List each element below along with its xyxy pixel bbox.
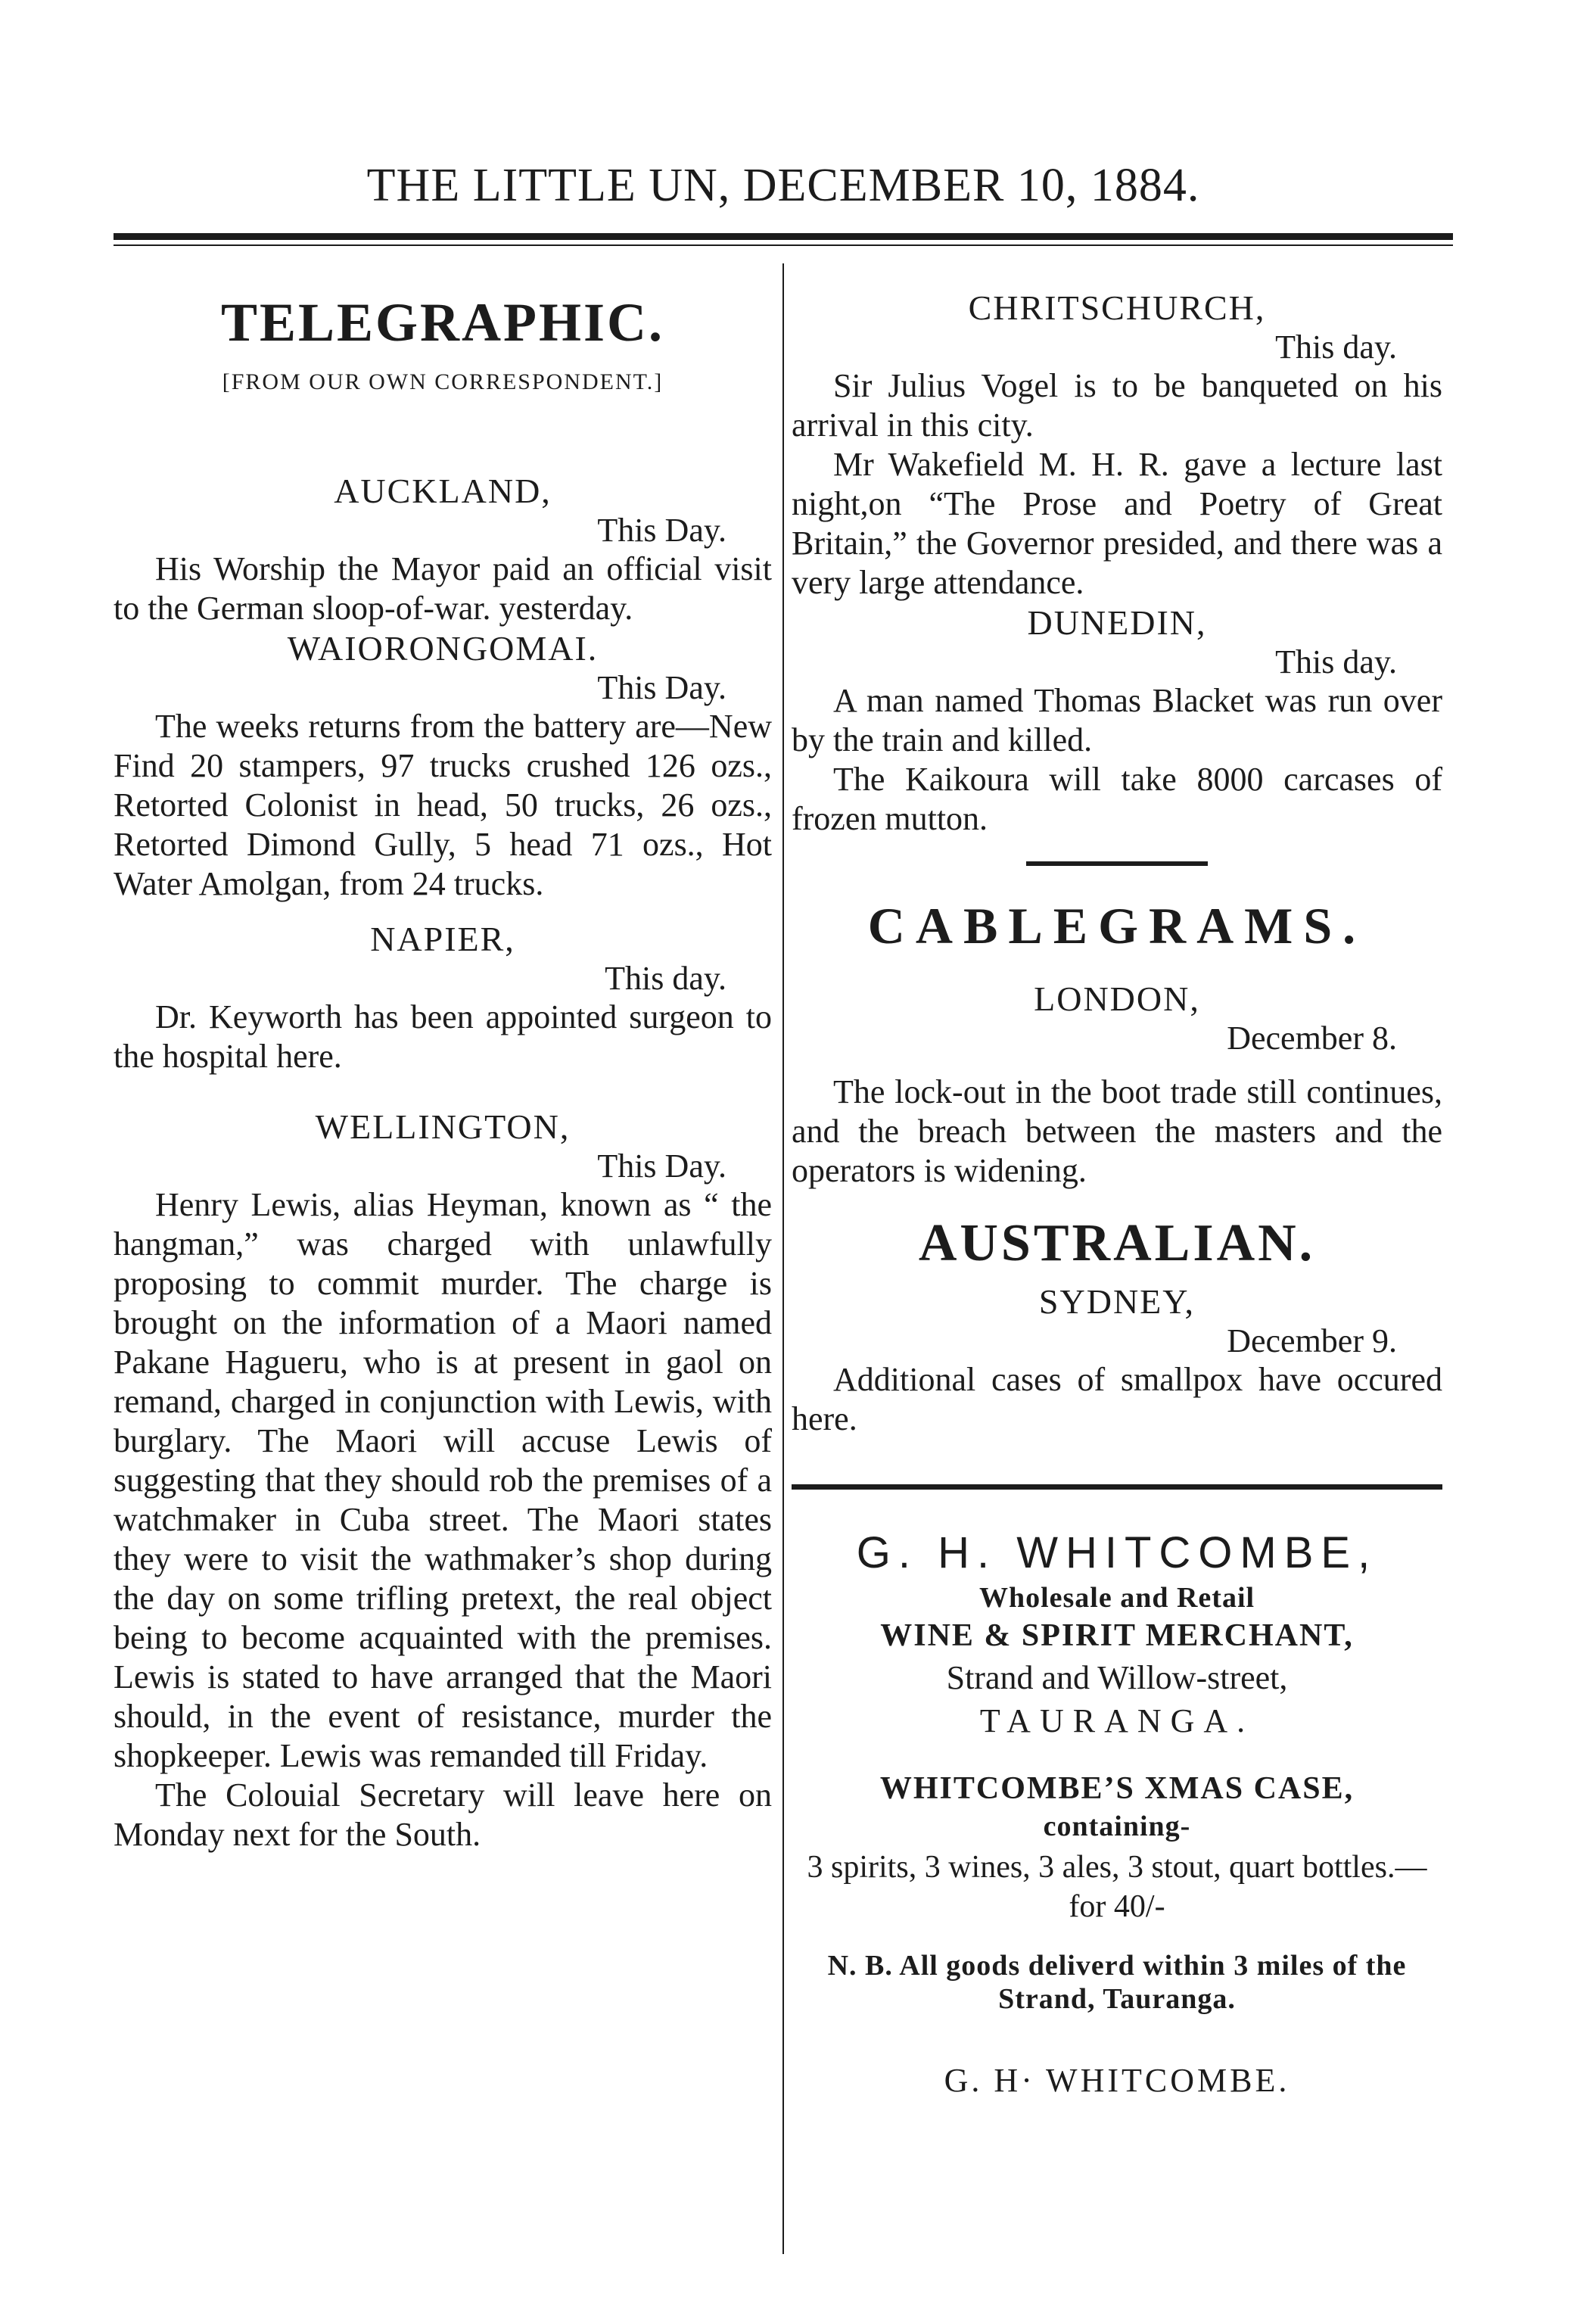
section-australian bbox=[792, 1213, 1442, 1439]
dispatch-place: DUNEDIN, bbox=[1027, 603, 1207, 642]
right-column bbox=[792, 272, 1442, 2100]
masthead-rule bbox=[114, 233, 1453, 240]
dispatch-date: December 8. bbox=[1227, 1020, 1397, 1057]
spacer bbox=[114, 1076, 772, 1107]
dispatch-paragraph: A man named Thomas Blacket was run over by the train and killed. bbox=[792, 682, 1442, 758]
spacer bbox=[792, 272, 1442, 288]
advert-note: N. B. All goods deliverd within 3 miles of the Strand, Tauranga. bbox=[827, 1950, 1407, 2015]
dispatch-paragraph: His Worship the Mayor paid an official visit to the German sloop-of-war. yesterday. bbox=[114, 550, 772, 627]
advert-town: TAURANGA. bbox=[979, 1702, 1255, 1739]
dispatch-waiorongomai bbox=[114, 628, 772, 904]
advert-separator bbox=[792, 1484, 1442, 1490]
advert-case-items: 3 spirits, 3 wines, 3 ales, 3 stout, quart bottles.—for 40/- bbox=[807, 1850, 1427, 1924]
section-heading-australian: AUSTRALIAN. bbox=[918, 1214, 1316, 1272]
dispatch-place: WAIORONGOMAI. bbox=[287, 629, 599, 668]
dispatch-place: WELLINGTON, bbox=[315, 1107, 571, 1146]
spacer bbox=[114, 904, 772, 919]
section-separator bbox=[1026, 861, 1208, 866]
dispatch-paragraph: The Kaikoura will take 8000 carcases of frozen mutton. bbox=[792, 761, 1442, 837]
advert-line: Strand and Willow-street, bbox=[946, 1659, 1288, 1696]
dispatch-date: This Day. bbox=[597, 669, 726, 706]
dispatch-napier bbox=[114, 919, 772, 1076]
dispatch-paragraph: Additional cases of smallpox have occured here. bbox=[792, 1361, 1442, 1437]
dispatch-date: This day. bbox=[605, 960, 726, 997]
correspondent-note: [FROM OUR OWN CORRESPONDENT.] bbox=[222, 369, 664, 394]
dispatch-wellington bbox=[114, 1107, 772, 1854]
dispatch-date: This day. bbox=[1275, 643, 1397, 680]
dispatch-place: AUCKLAND, bbox=[334, 472, 552, 510]
dispatch-paragraph: Henry Lewis, alias Heyman, known as “ the hangman,” was charged with unlawfully proposing to commit murder. The charge is brought on the information of a Maori named Pakane Hagueru, who is at present in gaol on remand, charged in conjunction with Lewis, with burglary. The Maori will accuse Lewis of suggesting that they should rob the premises of a watchmaker in Cuba street. The Maori states they were to visit the wathmaker’s shop during the day on some trifling pretext, the real object being to become acquainted with the premises. Lewis is stated to have arranged that the Maori should, in the event of resistance, murder the shopkeeper. Lewis was remanded till Friday. bbox=[114, 1186, 772, 1774]
advert-case-title: WHITCOMBE’S XMAS CASE, bbox=[879, 1771, 1355, 1806]
dispatch-place: LONDON, bbox=[1034, 979, 1200, 1018]
dispatch-paragraph: The weeks returns from the battery are—New Find 20 stampers, 97 trucks crushed 126 ozs., Retorted Colonist in head, 50 trucks, 26 ozs., Retorted Dimond Gully, 5 head 71 ozs., Hot Water Amolgan, from 24 trucks. bbox=[114, 708, 772, 902]
dispatch-paragraph: Mr Wakefield M. H. R. gave a lecture last night,on “The Prose and Poetry of Great Britain,” the Governor presided, and there was a very large attendance. bbox=[792, 446, 1442, 601]
advert-case-sub: containing- bbox=[1043, 1811, 1191, 1842]
masthead-title: THE LITTLE UN, DECEMBER 10, 1884. bbox=[366, 160, 1200, 211]
dispatch-place: NAPIER, bbox=[370, 920, 515, 958]
dispatch-dunedin bbox=[792, 602, 1442, 839]
dispatch-date: This Day. bbox=[597, 512, 726, 549]
advert-line: WINE & SPIRIT MERCHANT, bbox=[880, 1618, 1354, 1653]
dispatch-auckland bbox=[114, 471, 772, 628]
dispatch-paragraph: Dr. Keyworth has been appointed surgeon to the hospital here. bbox=[114, 998, 772, 1075]
advertisement bbox=[792, 1527, 1442, 2100]
advert-signature: G. H· WHITCOMBE. bbox=[944, 2062, 1290, 2099]
dispatch-christchurch bbox=[792, 288, 1442, 602]
dispatch-paragraph: The lock-out in the boot trade still continues, and the breach between the masters and the operators is widening. bbox=[792, 1073, 1442, 1189]
dispatch-date: December 9. bbox=[1227, 1322, 1397, 1359]
dispatch-place: SYDNEY, bbox=[1038, 1282, 1196, 1321]
dispatch-paragraph: The Colouial Secretary will leave here on Monday next for the South. bbox=[114, 1776, 772, 1853]
dispatch-place: CHRITSCHURCH, bbox=[968, 288, 1266, 327]
section-cablegrams bbox=[792, 896, 1442, 1191]
section-heading-cablegrams: CABLEGRAMS. bbox=[867, 897, 1367, 954]
spacer bbox=[792, 1057, 1442, 1073]
column-divider bbox=[782, 263, 784, 2254]
masthead-rule-thin bbox=[114, 244, 1453, 246]
dispatch-paragraph: Sir Julius Vogel is to be banqueted on his arrival in this city. bbox=[792, 367, 1442, 444]
section-heading-telegraphic: TELEGRAPHIC. bbox=[220, 292, 665, 353]
dispatch-date: This day. bbox=[1275, 328, 1397, 366]
dispatch-date: This Day. bbox=[597, 1147, 726, 1185]
advert-name: G. H. WHITCOMBE, bbox=[856, 1528, 1378, 1577]
left-column bbox=[114, 272, 772, 1854]
advert-line: Wholesale and Retail bbox=[978, 1582, 1255, 1614]
